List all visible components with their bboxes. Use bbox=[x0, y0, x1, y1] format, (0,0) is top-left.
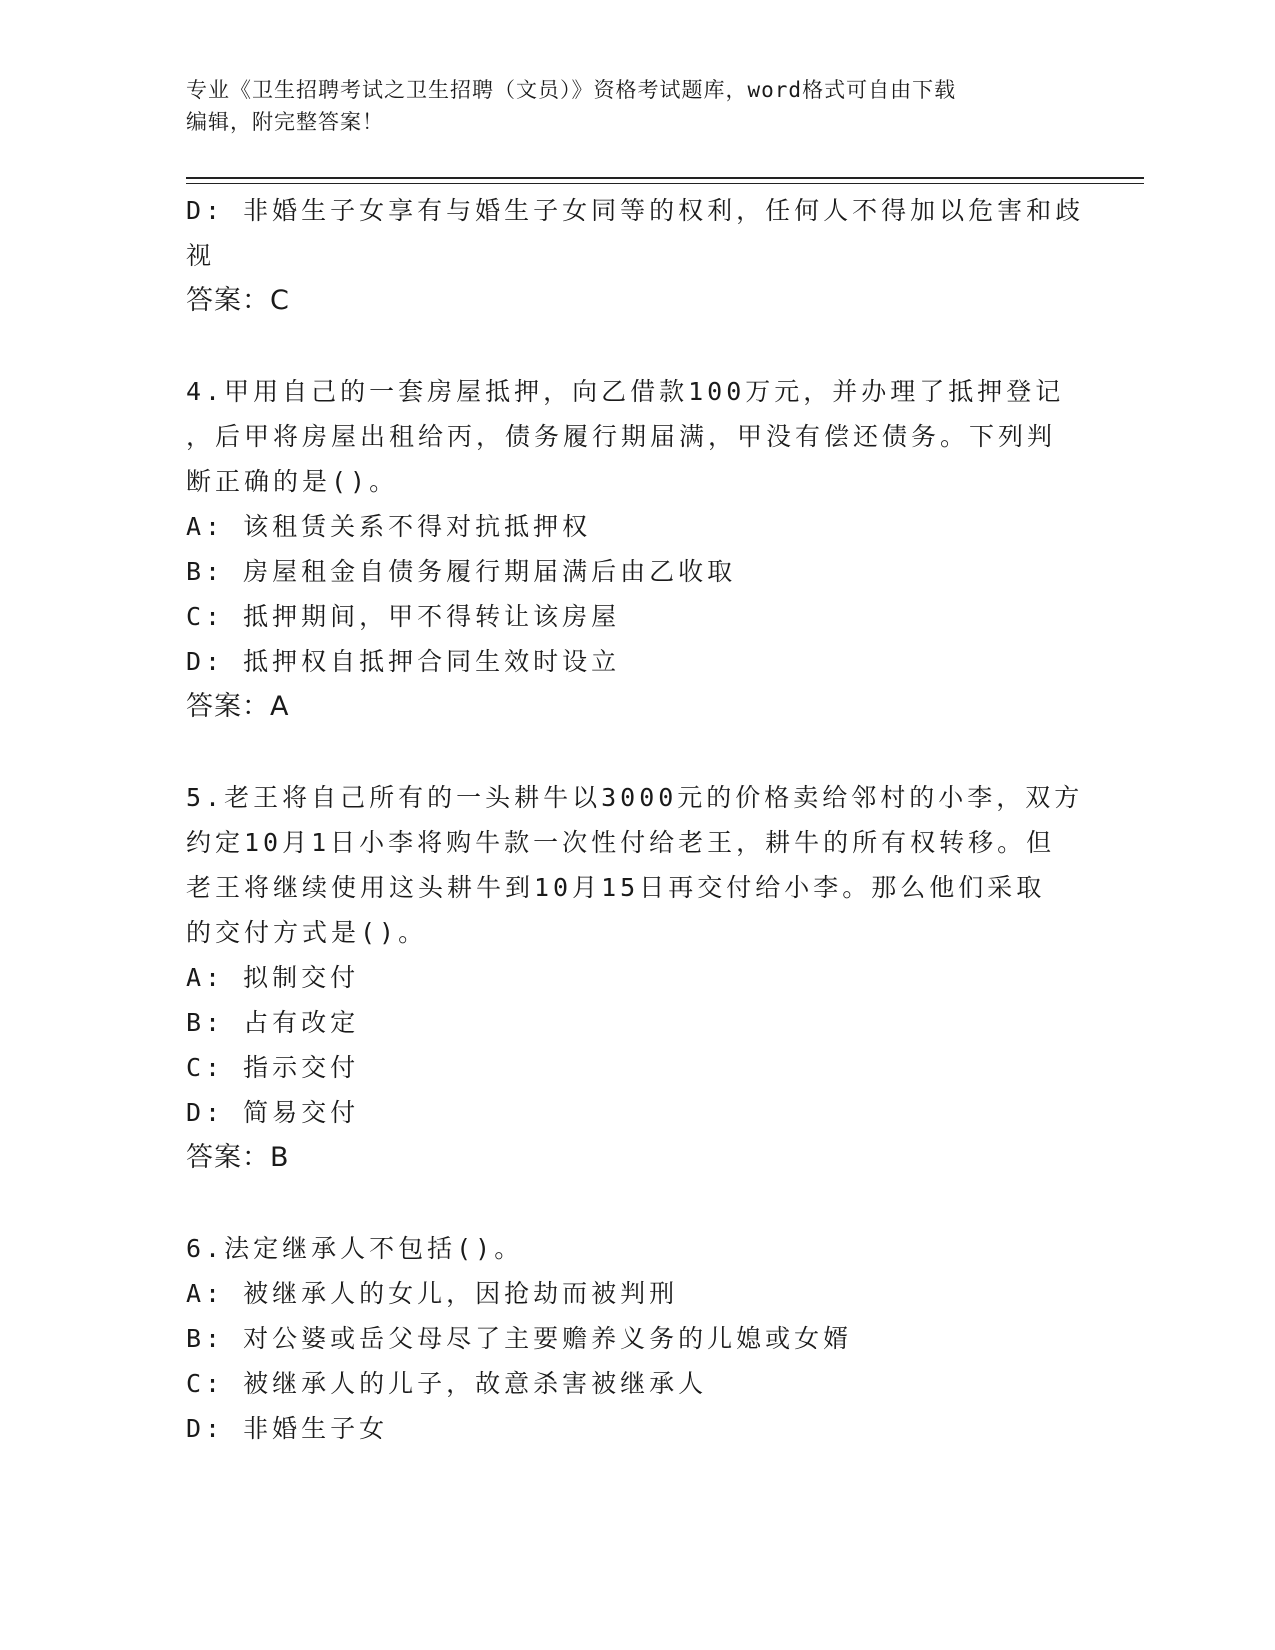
question-stem: 4.甲用自己的一套房屋抵押，向乙借款100万元，并办理了抵押登记 bbox=[186, 377, 1065, 406]
option-b: B: 对公婆或岳父母尽了主要赡养义务的儿媳或女婿 bbox=[186, 1324, 853, 1353]
question-stem-continued: ，后甲将房屋出租给丙，债务履行期届满，甲没有偿还债务。下列判 bbox=[186, 422, 1057, 451]
question-list bbox=[186, 188, 1086, 1451]
document-header bbox=[186, 74, 1066, 138]
question-stem-continued: 约定10月1日小李将购牛款一次性付给老王，耕牛的所有权转移。但 bbox=[186, 828, 1056, 857]
question-6 bbox=[186, 1226, 1086, 1451]
question-4 bbox=[186, 369, 1086, 729]
option-b: B: 占有改定 bbox=[186, 1008, 360, 1037]
header-divider-thin bbox=[186, 183, 1144, 184]
answer-label: 答案：B bbox=[186, 1142, 290, 1173]
question-stem: 6.法定继承人不包括()。 bbox=[186, 1234, 524, 1263]
option-c: C: 被继承人的儿子，故意杀害被继承人 bbox=[186, 1369, 708, 1398]
question-5 bbox=[186, 775, 1086, 1180]
question-stem-continued: 的交付方式是()。 bbox=[186, 918, 428, 947]
header-line-2: 编辑，附完整答案！ bbox=[186, 110, 384, 134]
option-d: D: 简易交付 bbox=[186, 1098, 360, 1127]
option-a: A: 拟制交付 bbox=[186, 963, 360, 992]
question-stem-continued: 断正确的是()。 bbox=[186, 467, 399, 496]
option-c: C: 指示交付 bbox=[186, 1053, 360, 1082]
option-b: B: 房屋租金自债务履行期届满后由乙收取 bbox=[186, 557, 737, 586]
question-3-tail bbox=[186, 188, 1086, 323]
question-stem-continued: 老王将继续使用这头耕牛到10月15日再交付给小李。那么他们采取 bbox=[186, 873, 1046, 902]
question-stem: 5.老王将自己所有的一头耕牛以3000元的价格卖给邻村的小李，双方 bbox=[186, 783, 1084, 812]
answer-label: 答案：C bbox=[186, 285, 290, 316]
option-c: C: 抵押期间，甲不得转让该房屋 bbox=[186, 602, 621, 631]
option-d: D: 非婚生子女 bbox=[186, 1414, 389, 1443]
option-d-continued: 视 bbox=[186, 241, 216, 270]
option-a: A: 该租赁关系不得对抗抵押权 bbox=[186, 512, 592, 541]
option-d: D: 非婚生子女享有与婚生子女同等的权利，任何人不得加以危害和歧 bbox=[186, 196, 1085, 225]
header-line-1: 专业《卫生招聘考试之卫生招聘（文员）》资格考试题库，word格式可自由下载 bbox=[186, 78, 957, 102]
option-d: D: 抵押权自抵押合同生效时设立 bbox=[186, 647, 621, 676]
answer-label: 答案：A bbox=[186, 691, 290, 722]
option-a: A: 被继承人的女儿，因抢劫而被判刑 bbox=[186, 1279, 679, 1308]
header-divider-thick bbox=[186, 177, 1144, 179]
